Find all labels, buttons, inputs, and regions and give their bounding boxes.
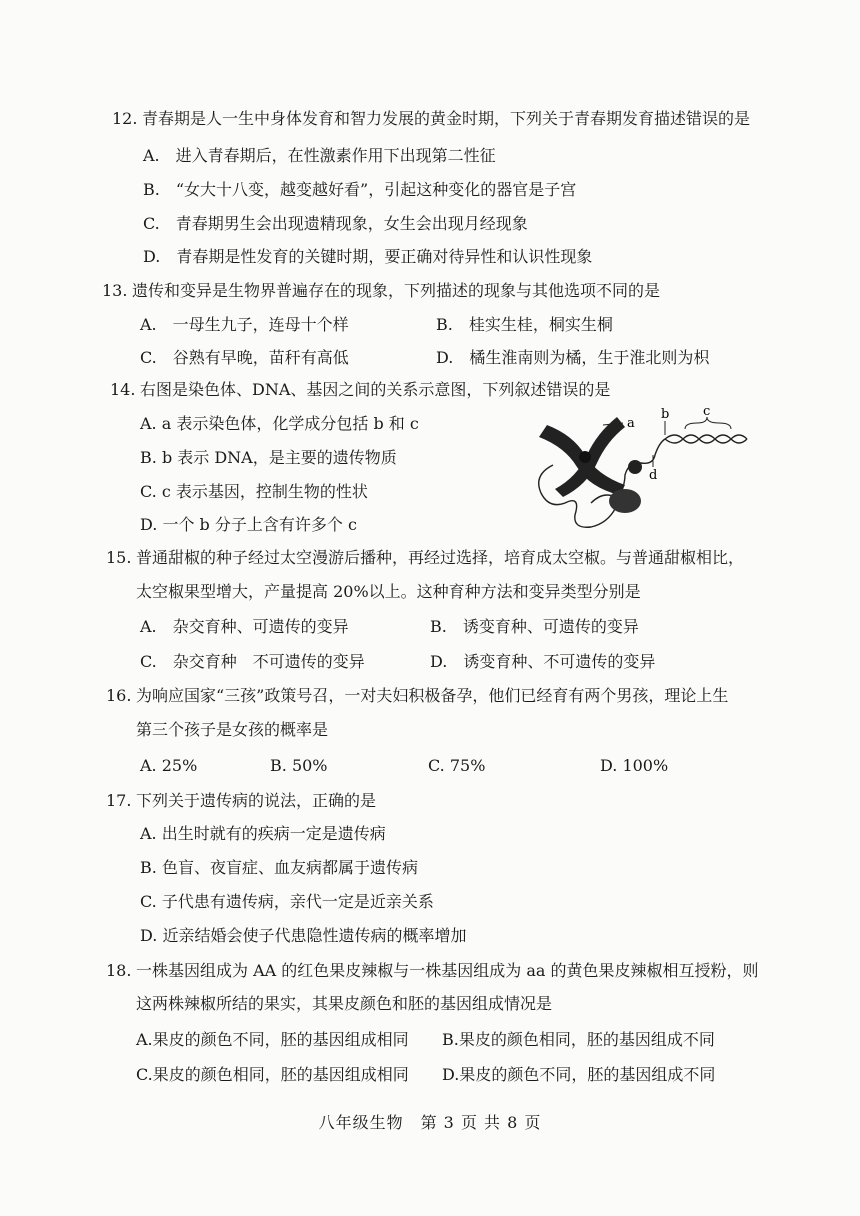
question-15-option-b: B. 诱变育种、可遗传的变异 bbox=[430, 617, 639, 636]
question-18-option-a: A.果皮的颜色不同，胚的基因组成相同 bbox=[136, 1030, 409, 1049]
question-15-option-d: D. 诱变育种、不可遗传的变异 bbox=[430, 652, 656, 671]
question-17-option-d: D. 近亲结婚会使子代患隐性遗传病的概率增加 bbox=[140, 926, 467, 945]
question-16-option-a: A. 25% bbox=[140, 756, 198, 775]
question-15-option-a: A. 杂交育种、可遗传的变异 bbox=[140, 617, 349, 636]
figure-label-d: d bbox=[649, 468, 658, 483]
question-14-stem: 14. 右图是染色体、DNA、基因之间的关系示意图，下列叙述错误的是 bbox=[110, 380, 611, 399]
question-15-stem-line1: 15. 普通甜椒的种子经过太空漫游后播种，再经过选择，培育成太空椒。与普通甜椒相比， bbox=[106, 548, 745, 567]
question-12-option-b: B. “女大十八变，越变越好看”，引起这种变化的器官是子宫 bbox=[143, 180, 577, 199]
question-17-option-b: B. 色盲、夜盲症、血友病都属于遗传病 bbox=[140, 858, 418, 877]
figure-label-c: c bbox=[703, 405, 711, 419]
question-13-option-b: B. 桂实生桂，桐实生桐 bbox=[436, 315, 613, 334]
question-15-stem-line2: 太空椒果型增大，产量提高 20%以上。这种育种方法和变异类型分别是 bbox=[136, 582, 641, 601]
question-12-option-d: D. 青春期是性发育的关键时期，要正确对待异性和认识性现象 bbox=[143, 247, 593, 266]
question-16-option-b: B. 50% bbox=[270, 756, 328, 775]
question-17-stem: 17. 下列关于遗传病的说法，正确的是 bbox=[106, 791, 377, 810]
coiled-dna-mass bbox=[609, 489, 641, 513]
question-16-option-d: D. 100% bbox=[600, 756, 669, 775]
question-17-option-a: A. 出生时就有的疾病一定是遗传病 bbox=[140, 824, 386, 843]
question-13-option-a: A. 一母生九子，连母十个样 bbox=[140, 315, 349, 334]
question-17-option-c: C. 子代患有遗传病，亲代一定是近亲关系 bbox=[140, 892, 434, 911]
question-18-stem-line1: 18. 一株基因组成为 AA 的红色果皮辣椒与一株基因组成为 aa 的黄色果皮辣椒相互授粉，则 bbox=[106, 961, 759, 980]
question-13-option-d: D. 橘生淮南则为橘，生于淮北则为枳 bbox=[436, 348, 710, 367]
question-14-option-b: B. b 表示 DNA，是主要的遗传物质 bbox=[140, 448, 397, 467]
question-13-option-c: C. 谷熟有早晚，苗秆有高低 bbox=[140, 348, 349, 367]
figure-label-b: b bbox=[661, 407, 670, 422]
question-15-option-c: C. 杂交育种 不可遗传的变异 bbox=[140, 652, 365, 671]
question-16-stem-line1: 16. 为响应国家“三孩”政策号召，一对夫妇积极备孕，他们已经育有两个男孩，理论上生 bbox=[106, 686, 729, 705]
question-16-option-c: C. 75% bbox=[428, 756, 486, 775]
chromosome-shape bbox=[539, 417, 625, 497]
question-18-option-d: D.果皮的颜色不同，胚的基因组成不同 bbox=[442, 1065, 716, 1084]
figure-label-a: a bbox=[627, 416, 635, 431]
chromosome-dna-gene-figure bbox=[525, 405, 755, 535]
histone-bead bbox=[628, 460, 642, 474]
question-14-option-c: C. c 表示基因，控制生物的性状 bbox=[140, 482, 368, 501]
question-18-stem-line2: 这两株辣椒所结的果实，其果皮颜色和胚的基因组成情况是 bbox=[136, 994, 553, 1013]
question-12-option-c: C. 青春期男生会出现遗精现象，女生会出现月经现象 bbox=[143, 214, 528, 233]
question-12-option-a: A. 进入青春期后，在性激素作用下出现第二性征 bbox=[143, 146, 496, 165]
page-footer: 八年级生物 第 3 页 共 8 页 bbox=[318, 1113, 542, 1132]
question-16-stem-line2: 第三个孩子是女孩的概率是 bbox=[136, 720, 329, 739]
question-13-stem: 13. 遗传和变异是生物界普遍存在的现象，下列描述的现象与其他选项不同的是 bbox=[102, 281, 661, 300]
question-18-option-c: C.果皮的颜色相同，胚的基因组成相同 bbox=[136, 1065, 409, 1084]
question-12-stem: 12. 青春期是人一生中身体发育和智力发展的黄金时期，下列关于青春期发育描述错误的是 bbox=[112, 109, 751, 128]
question-18-option-b: B.果皮的颜色相同，胚的基因组成不同 bbox=[442, 1030, 715, 1049]
question-14-option-d: D. 一个 b 分子上含有许多个 c bbox=[140, 515, 357, 534]
question-14-option-a: A. a 表示染色体，化学成分包括 b 和 c bbox=[140, 414, 419, 433]
